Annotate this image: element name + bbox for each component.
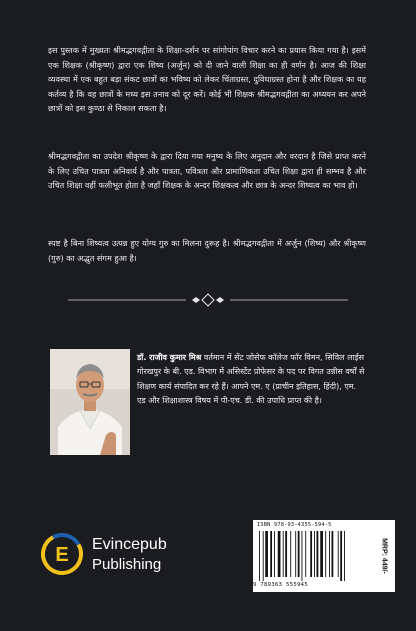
publisher-subname: Publishing [92,556,162,573]
blurb-paragraph-1: इस पुस्तक में मुख्यतः श्रीमद्भगवद्गीता के शिक्षा-दर्शन पर सांगोपांग विचार करने का प्रयास किया गया है। इसमें एक शिक्षक (श्रीकृष्ण) द्वारा एक शिष्य (अर्जुन) को दी जाने वाली शिक्षा का ही वर्णन है। आज की शिक्षा व्यवस्था में एक बहुत बड़ा संकट छात्रों का भविष्य को लेकर चिंताग्रस्त, दुविधाग्रस्त होना है और शिक्षक का यह कर्तव्य है कि वह छात्रों के मध्य इस तनाव को दूर करें। कोई भी शिक्षक श्रीमद्भगवद्गीता का अध्ययन कर अपने छात्रों को इस कुण्ठा से निकाल सकता है। [48,45,366,114]
barcode-digits: 9 789363 555945 [253,582,309,588]
barcode-icon [257,531,375,581]
isbn-label: ISBN 978-93-4355-594-5 [257,522,332,528]
publisher-logo [40,532,170,580]
publisher-e-icon [40,532,84,576]
author-bio [137,351,367,409]
isbn-barcode-box [253,520,395,592]
svg-text:E: E [55,544,69,566]
price-label: MRP: 449/- [380,538,388,574]
blurb-paragraph-3: स्पष्ट है बिना शिष्यत्व उत्पन्न हुए योग्य गुरु का मिलना दुरूह है। श्रीमद्भगवद्गीता में अर्जुन (शिष्य) और श्रीकृष्ण (गुरु) का अद्भुत संगम हुआ है। [48,238,366,263]
publisher-name: Evincepub [92,536,167,553]
author-name: डॉ. राजीव कुमार मिश्र [137,353,202,362]
author-bio-text: वर्तमान में सेंट जोसेफ कॉलेज फॉर विमन, सिविल लाईस गोरखपुर के बी. एड. विभाग में असिस्टेंट प्रोफेसर के पद पर विगत उन्नीस वर्षों से शिक्षण कार्य संपादित कर रहे हैं। आपने एम. ए (प्राचीन इतिहास, हिंदी), एम. एड और शिक्षाशास्त्र विषय में पी-एच. डी. की उपाधि प्राप्त की है। [137,353,365,406]
ornamental-divider [68,293,348,307]
blurb-paragraph-2: श्रीमद्भगवद्गीता का उपदेश श्रीकृष्ण के द्वारा दिया गया मनुष्य के लिए अनुदान और वरदान है जिसे प्राप्त करने के लिए उचित पात्रता अनिवार्य है और पात्रता, पवित्रता और प्रामाणिकता उचित शिक्षा द्वारा ही सम्भव है और उचित शिक्षा वहीं फलीभूत होता है जहाँ शिक्षक के अन्दर शिक्षकत्व और छात्र के अन्दर शिष्यत्व का भाव हो। [48,151,366,191]
author-photo [50,349,130,455]
